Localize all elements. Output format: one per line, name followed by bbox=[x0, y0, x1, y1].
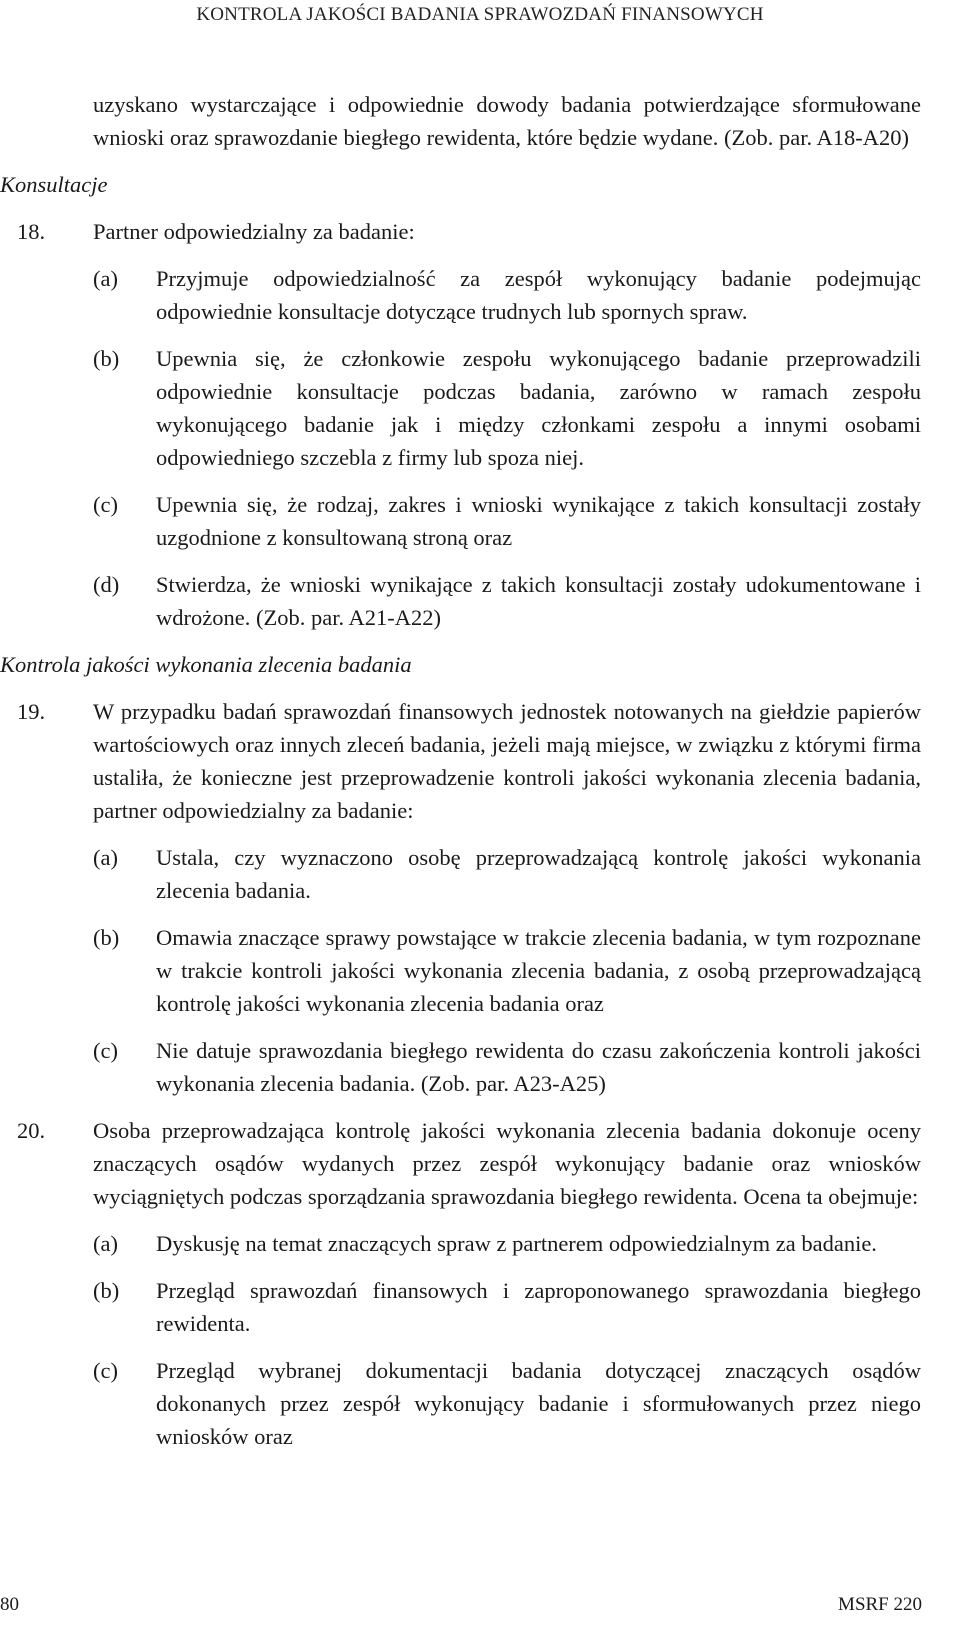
item-label: (b) bbox=[93, 346, 120, 371]
paragraph-text: W przypadku badań sprawozdań finansowych jednostek notowanych na giełdzie papierów wartościowych oraz innych zleceń badania, jeżeli mają miejsce, w związku z którymi firma ustaliła, że konieczne jest przeprowadzenie kontroli jakości wykonania zlecenia badania, partner odpowiedzialny za badanie: bbox=[93, 699, 921, 823]
section-heading-konsultacje: Konsultacje bbox=[0, 172, 108, 197]
item-label: (a) bbox=[93, 266, 118, 291]
item-text: Omawia znaczące sprawy powstające w trakcie zlecenia badania, w tym rozpoznane w trakcie kontroli jakości wykonania zlecenia badania, z osobą przeprowadzającą kontrolę jakości wykonania zlecenia badania oraz bbox=[156, 925, 921, 1016]
item-label: (c) bbox=[93, 1038, 118, 1063]
item-text: Upewnia się, że rodzaj, zakres i wnioski wynikające z takich konsultacji zostały uzgodnione z konsultowaną stroną oraz bbox=[156, 492, 921, 550]
item-text: Stwierdza, że wnioski wynikające z takich konsultacji zostały udokumentowane i wdrożone. (Zob. par. A21-A22) bbox=[156, 572, 921, 630]
list-item bbox=[93, 841, 921, 907]
item-text: Przyjmuje odpowiedzialność za zespół wykonujący badanie podejmując odpowiednie konsultacje dotyczące trudnych lub spornych spraw. bbox=[156, 266, 921, 324]
list-item bbox=[93, 1227, 921, 1260]
item-label: (a) bbox=[93, 1231, 118, 1256]
running-header: KONTROLA JAKOŚCI BADANIA SPRAWOZDAŃ FINANSOWYCH bbox=[196, 4, 764, 25]
list-item bbox=[93, 921, 921, 1020]
item-text: Przegląd wybranej dokumentacji badania dotyczącej znaczących osądów dokonanych przez zespół wykonujący badanie i sformułowanych przez niego wniosków oraz bbox=[156, 1358, 921, 1449]
item-text: Upewnia się, że członkowie zespołu wykonującego badanie przeprowadzili odpowiednie konsultacje podczas badania, zarówno w ramach zespołu wykonującego badanie jak i między członkami zespołu a innymi osobami odpowiedniego szczebla z firmy lub spoza niej. bbox=[156, 346, 921, 470]
page-number: 80 bbox=[0, 1594, 19, 1615]
paragraph-text: Osoba przeprowadzająca kontrolę jakości wykonania zlecenia badania dokonuje oceny znaczących osądów wydanych przez zespół wykonujący badanie oraz wniosków wyciągniętych podczas sporządzania sprawozdania biegłego rewidenta. Ocena ta obejmuje: bbox=[93, 1118, 921, 1209]
paragraph-number: 20. bbox=[17, 1118, 46, 1143]
section-heading-kontrola: Kontrola jakości wykonania zlecenia badania bbox=[0, 652, 412, 677]
item-label: (c) bbox=[93, 1358, 118, 1383]
paragraph-18 bbox=[17, 215, 921, 248]
item-label: (d) bbox=[93, 572, 120, 597]
item-text: Ustala, czy wyznaczono osobę przeprowadzającą kontrolę jakości wykonania zlecenia badania. bbox=[156, 845, 921, 903]
item-text: Dyskusję na temat znaczących spraw z partnerem odpowiedzialnym za badanie. bbox=[156, 1231, 877, 1256]
item-label: (b) bbox=[93, 925, 120, 950]
item-text: Przegląd sprawozdań finansowych i zaproponowanego sprawozdania biegłego rewidenta. bbox=[156, 1278, 921, 1336]
list-item bbox=[93, 262, 921, 328]
list-item bbox=[93, 1034, 921, 1100]
standard-label: MSRF 220 bbox=[838, 1594, 922, 1615]
paragraph-number: 19. bbox=[17, 699, 46, 724]
item-label: (b) bbox=[93, 1278, 120, 1303]
item-text: Nie datuje sprawozdania biegłego rewidenta do czasu zakończenia kontroli jakości wykonania zlecenia badania. (Zob. par. A23-A25) bbox=[156, 1038, 921, 1096]
page-body bbox=[0, 88, 960, 1453]
paragraph-19 bbox=[17, 695, 921, 827]
list-item bbox=[93, 342, 921, 474]
paragraph-number: 18. bbox=[17, 219, 46, 244]
continuation-paragraph: uzyskano wystarczające i odpowiednie dowody badania potwierdzające sformułowane wnioski oraz sprawozdanie biegłego rewidenta, które będzie wydane. (Zob. par. A18-A20) bbox=[93, 92, 921, 150]
list-item bbox=[93, 1274, 921, 1340]
paragraph-text: Partner odpowiedzialny za badanie: bbox=[93, 219, 415, 244]
item-label: (a) bbox=[93, 845, 118, 870]
paragraph-20 bbox=[17, 1114, 921, 1213]
list-item bbox=[93, 1354, 921, 1453]
item-label: (c) bbox=[93, 492, 118, 517]
list-item bbox=[93, 568, 921, 634]
list-item bbox=[93, 488, 921, 554]
